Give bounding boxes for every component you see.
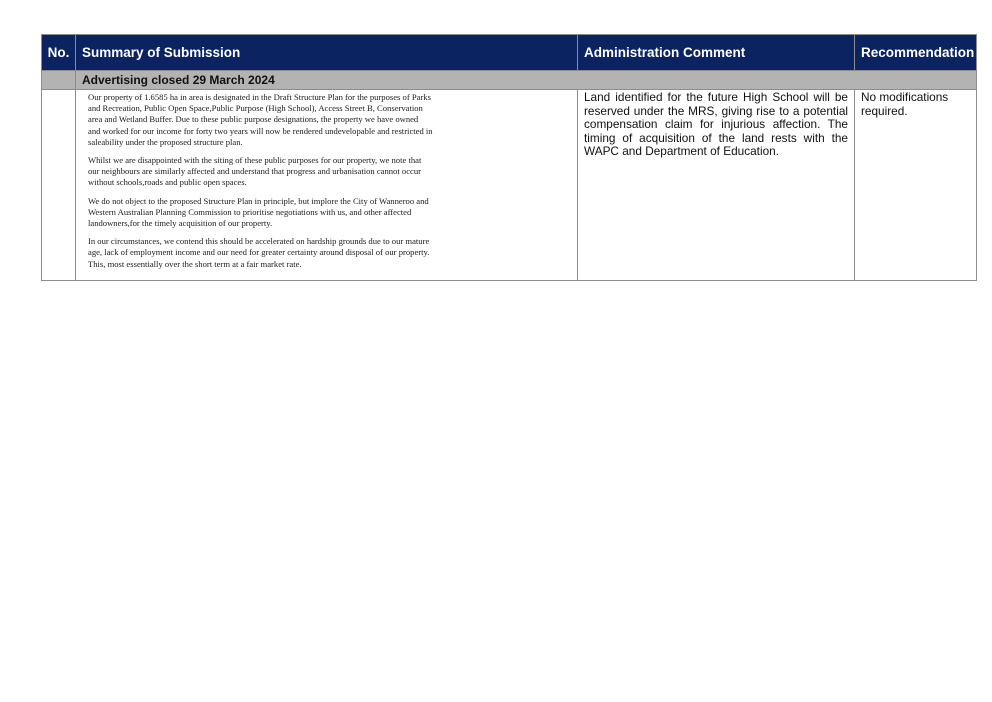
header-recommendation: Recommendation	[855, 35, 977, 71]
header-summary: Summary of Submission	[76, 35, 578, 71]
section-no-cell	[42, 71, 76, 90]
table-header-row	[42, 35, 977, 71]
header-admin-comment: Administration Comment	[578, 35, 855, 71]
submission-paragraph: We do not object to the proposed Structure Plan in principle, but implore the City of Wanneroo and Western Australian Planning Commission to prioritise negotiations with us, and other affected landowners,for the timely acquisition of our property.	[88, 195, 429, 229]
submission-paragraph: Whilst we are disappointed with the siting of these public purposes for our property, we note that our neighbours are similarly affected and understand that progress and urbanisation cannot occur without schools,roads and public open spaces.	[88, 155, 422, 188]
table-row	[42, 90, 977, 281]
admin-comment-cell: Land identified for the future High School will be reserved under the MRS, giving rise to a potential compensation claim for injurious affection. The timing of acquisition of the land rests with the WAPC and Department of Education.	[578, 90, 855, 281]
row-no-cell	[42, 90, 76, 281]
submission-paragraph: In our circumstances, we contend this should be accelerated on hardship grounds due to our mature age, lack of employment income and our need for greater certainty around disposal of our property. This, most essentially over the short term at a fair market rate.	[88, 236, 430, 269]
submissions-table	[41, 34, 977, 281]
submission-summary-cell	[76, 90, 578, 281]
recommendation-cell: No modifications required.	[855, 90, 977, 281]
section-row	[42, 71, 977, 90]
section-title: Advertising closed 29 March 2024	[76, 71, 977, 90]
submission-paragraph: Our property of 1.6585 ha in area is designated in the Draft Structure Plan for the purposes of Parks and Recreation, Public Open Space,Public Purpose (High School), Access Street B, Conservation area and Wetland Buffer. Due to these public purpose designations, the property we have owned and worked for our income for forty two years will now be rendered undevelopable and restricted in saleability under the proposed structure plan.	[88, 92, 433, 147]
header-no: No.	[42, 35, 76, 71]
